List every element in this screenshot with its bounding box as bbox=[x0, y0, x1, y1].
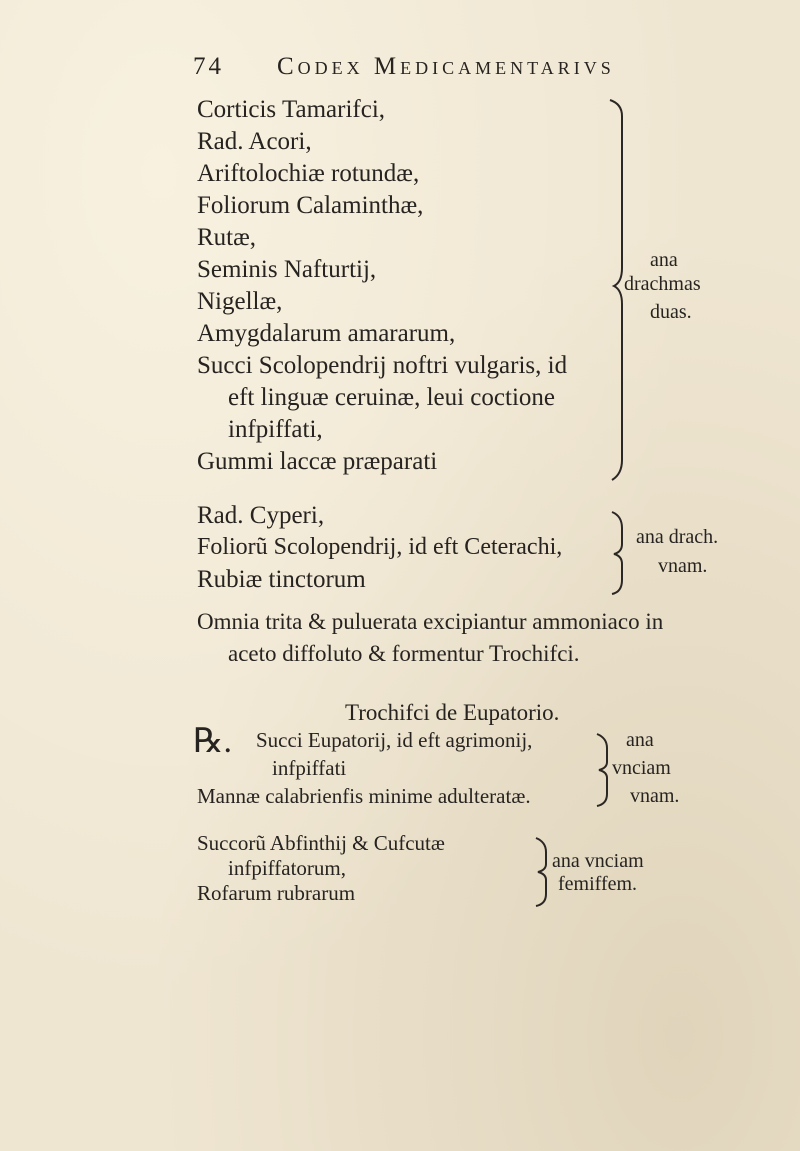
ingredient-line: infpiffati, bbox=[228, 416, 323, 443]
recipe-line: infpiffati bbox=[272, 756, 347, 780]
dose-label: femiffem. bbox=[558, 873, 638, 895]
recipe-line: Succi Eupatorij, id eft agrimonij, bbox=[256, 728, 533, 752]
dose-label: drachmas bbox=[624, 273, 701, 295]
section-title: Trochifci de Eupatorio. bbox=[345, 700, 560, 725]
ingredient-line: Ariftolochiæ rotundæ, bbox=[197, 160, 420, 187]
ingredient-line: Gummi laccæ præparati bbox=[197, 448, 438, 475]
instruction-line: Omnia trita & puluerata excipiantur ammoniaco in bbox=[197, 609, 664, 634]
ingredient-line: Succorũ Abfinthij & Cufcutæ bbox=[197, 831, 445, 855]
recipe-line: Mannæ calabrienfis minime adulteratæ. bbox=[197, 784, 531, 808]
ingredient-line: Rad. Acori, bbox=[197, 128, 312, 155]
instruction-line: aceto diffoluto & formentur Trochifci. bbox=[228, 641, 580, 666]
ingredient-line: Nigellæ, bbox=[197, 288, 283, 315]
dose-label: vnciam bbox=[612, 757, 671, 779]
brace-bracket bbox=[530, 834, 554, 910]
dose-label: vnam. bbox=[658, 555, 708, 577]
ingredient-line: Amygdalarum amararum, bbox=[197, 320, 456, 347]
ingredient-line: Seminis Nafturtij, bbox=[197, 256, 377, 283]
brace-bracket bbox=[606, 508, 630, 598]
ingredient-line: Rubiæ tinctorum bbox=[197, 566, 366, 593]
dose-label: ana drach. bbox=[636, 526, 719, 548]
dose-label: ana vnciam bbox=[552, 850, 644, 872]
dose-label: duas. bbox=[650, 301, 692, 323]
ingredient-line: Corticis Tamarifci, bbox=[197, 96, 386, 123]
dose-label: vnam. bbox=[630, 785, 680, 807]
dose-label: ana bbox=[650, 249, 678, 271]
ingredient-line: eft linguæ ceruinæ, leui coctione bbox=[228, 384, 555, 411]
running-title: Codex Medicamentarivs bbox=[277, 53, 615, 80]
ingredient-line: Rutæ, bbox=[197, 224, 257, 251]
page-number: 74 bbox=[193, 53, 224, 80]
ingredient-line: Rofarum rubrarum bbox=[197, 881, 356, 905]
recipe-symbol: ℞. bbox=[193, 723, 232, 760]
dose-label: ana bbox=[626, 729, 654, 751]
ingredient-line: Succi Scolopendrij noftri vulgaris, id bbox=[197, 352, 568, 379]
ingredient-line: Rad. Cyperi, bbox=[197, 502, 325, 529]
ingredient-line: Foliorũ Scolopendrij, id eft Ceterachi, bbox=[197, 534, 563, 560]
ingredient-line: infpiffatorum, bbox=[228, 856, 347, 880]
ingredient-line: Foliorum Calaminthæ, bbox=[197, 192, 424, 219]
